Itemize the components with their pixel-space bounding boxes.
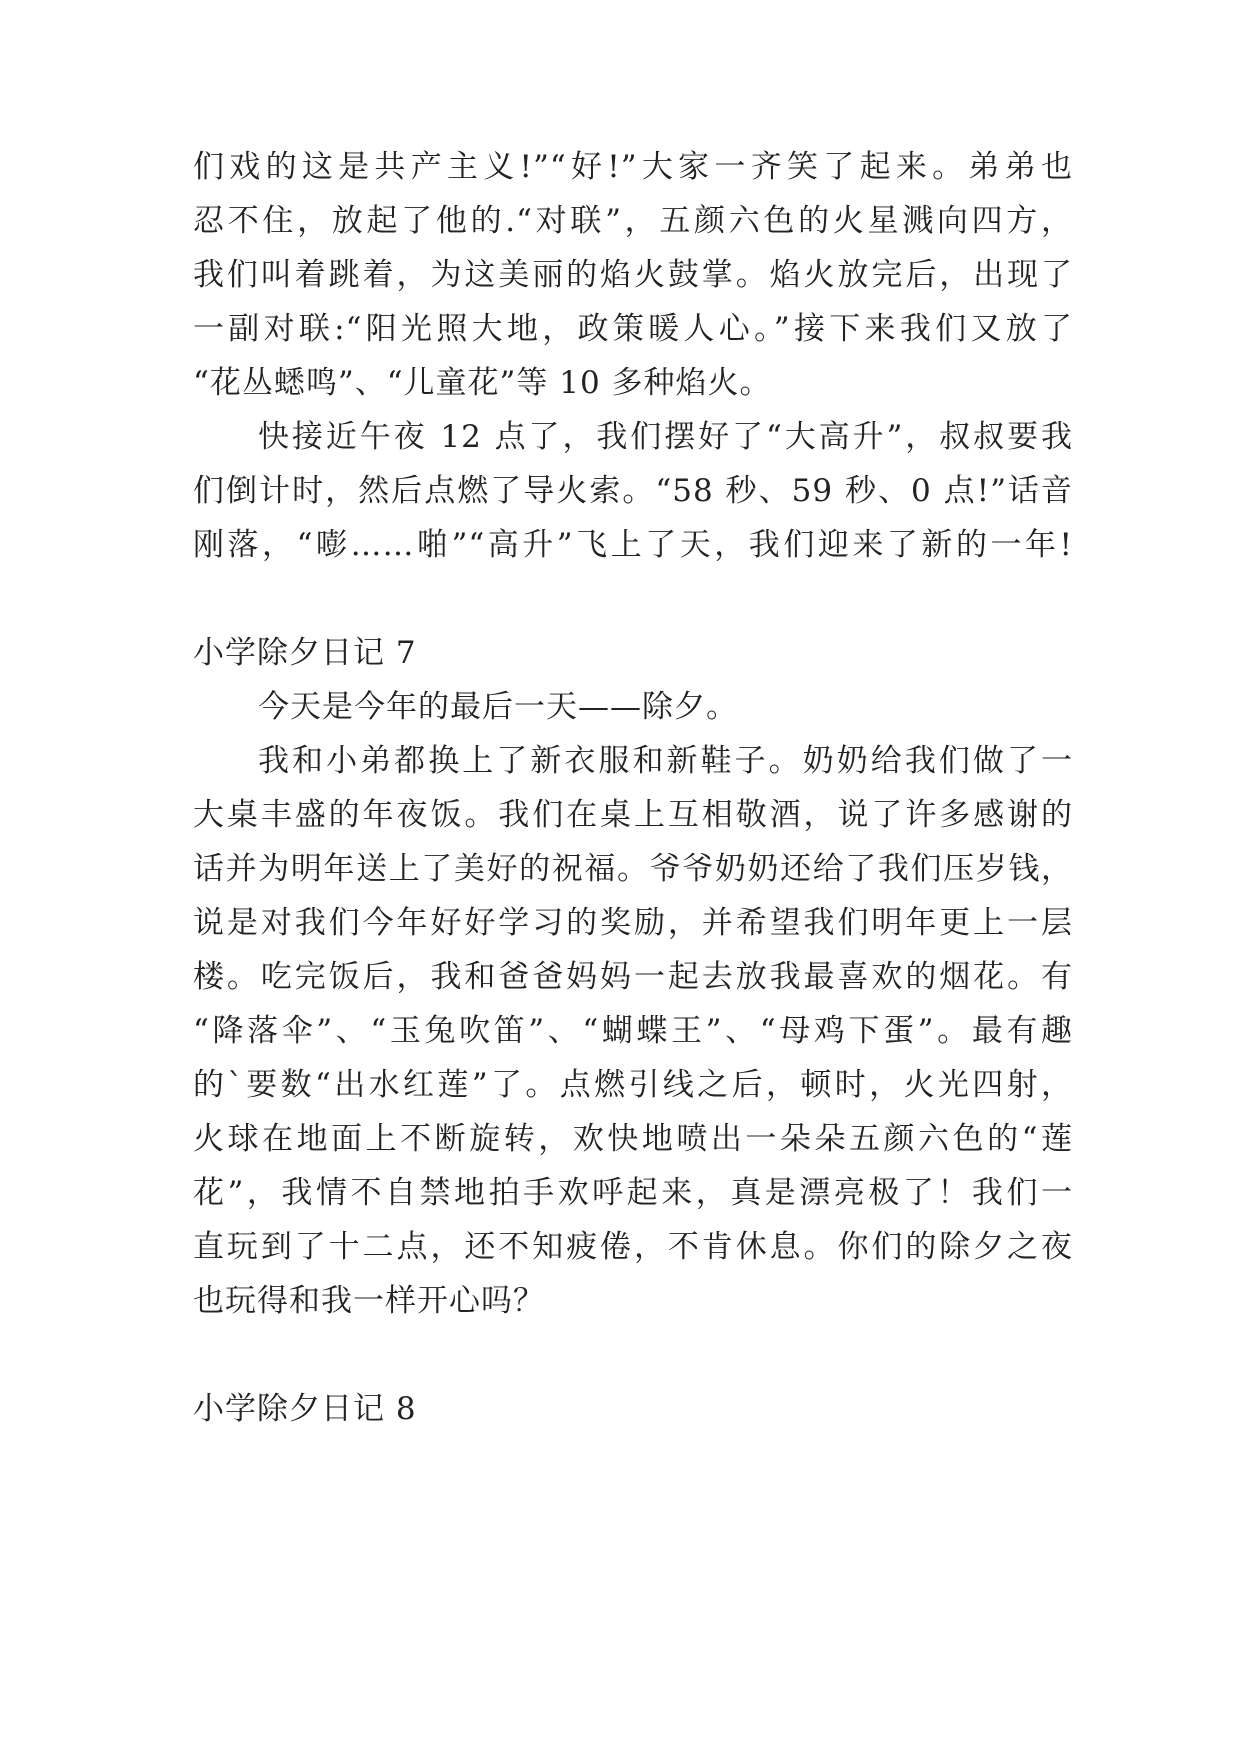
body-line: 也玩得和我一样开心吗？ (193, 1283, 545, 1319)
body-line: 忍不住，放起了他的.“对联”，五颜六色的火星溅向四方， (193, 203, 1073, 239)
paragraph-first-line: 我和小弟都换上了新衣服和新鞋子。奶奶给我们做了一 (258, 743, 1073, 779)
body-line: 们倒计时，然后点燃了导火索。“58 秒、59 秒、0 点!”话音 (193, 473, 1073, 509)
body-line: “花丛蟋鸣”、“儿童花”等 10 多种焰火。 (193, 365, 772, 401)
body-line: 花”，我情不自禁地拍手欢呼起来，真是漂亮极了！我们一 (193, 1175, 1073, 1211)
body-line: 我们叫着跳着，为这美丽的焰火鼓掌。焰火放完后，出现了 (193, 257, 1073, 293)
body-line: “降落伞”、“玉兔吹笛”、“蝴蝶王”、“母鸡下蛋”。最有趣 (193, 1013, 1073, 1049)
body-line: 火球在地面上不断旋转，欢快地喷出一朵朵五颜六色的“莲 (193, 1121, 1073, 1157)
body-line: 说是对我们今年好好学习的奖励，并希望我们明年更上一层 (193, 905, 1073, 941)
body-line: 一副对联:“阳光照大地，政策暖人心。”接下来我们又放了 (193, 311, 1073, 347)
body-line: 楼。吃完饭后，我和爸爸妈妈一起去放我最喜欢的烟花。有 (193, 959, 1073, 995)
body-line: 们戏的这是共产主义!”“好!”大家一齐笑了起来。弟弟也 (193, 149, 1073, 185)
paragraph-first-line: 快接近午夜 12 点了，我们摆好了“大高升”，叔叔要我 (258, 419, 1073, 455)
body-line: 话并为明年送上了美好的祝福。爷爷奶奶还给了我们压岁钱， (193, 851, 1073, 887)
section-heading: 小学除夕日记 7 (193, 635, 417, 671)
body-line: 大桌丰盛的年夜饭。我们在桌上互相敬酒，说了许多感谢的 (193, 797, 1073, 833)
section-heading: 小学除夕日记 8 (193, 1391, 417, 1427)
body-line: 直玩到了十二点，还不知疲倦，不肯休息。你们的除夕之夜 (193, 1229, 1073, 1265)
body-line: 的`要数“出水红莲”了。点燃引线之后，顿时，火光四射， (193, 1067, 1073, 1103)
paragraph-first-line: 今天是今年的最后一天——除夕。 (258, 689, 738, 725)
body-line: 刚落，“嘭……啪”“高升”飞上了天，我们迎来了新的一年! (193, 527, 1073, 563)
